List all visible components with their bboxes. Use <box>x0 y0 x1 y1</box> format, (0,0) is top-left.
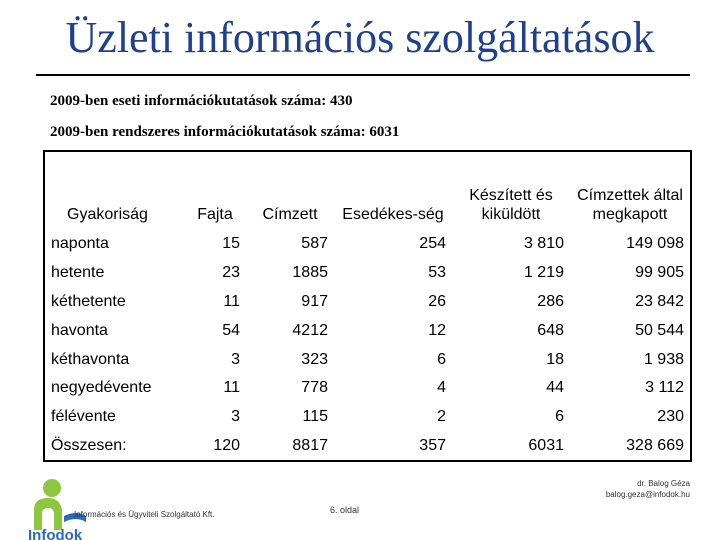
cell-due: 254 <box>419 235 446 253</box>
row-label: naponta <box>51 235 109 253</box>
company-name: Információs és Ügyviteli Szolgáltató Kft. <box>74 510 215 519</box>
table-row <box>44 259 691 288</box>
cell-type: 3 <box>231 408 240 426</box>
occasional-research-count: 2009-ben eseti információkutatások száma: 430 <box>50 93 353 109</box>
table-row <box>44 316 691 345</box>
cell-prepared-sent: 44 <box>546 379 564 397</box>
author-name: dr. Balog Géza <box>637 479 690 488</box>
table-row <box>44 288 691 317</box>
logo-text: Infodok <box>28 527 83 540</box>
header-recipient: Címzett <box>262 206 318 223</box>
total-recipient: 8817 <box>292 436 328 454</box>
regular-research-count: 2009-ben rendszeres információkutatások száma: 6031 <box>50 124 400 140</box>
author-info <box>606 478 690 500</box>
infodok-logo <box>24 470 106 540</box>
total-due: 357 <box>419 436 446 454</box>
frequency-table <box>43 150 692 462</box>
total-prepared-sent: 6031 <box>528 436 564 454</box>
cell-due: 4 <box>437 379 446 397</box>
row-label: hetente <box>51 264 105 282</box>
cell-recipient: 115 <box>302 408 328 426</box>
cell-type: 23 <box>222 264 240 282</box>
total-label: Összesen: <box>51 436 127 454</box>
row-label: kéthavonta <box>51 350 130 368</box>
cell-recipient: 917 <box>301 292 328 310</box>
table-row <box>44 374 691 403</box>
cell-prepared-sent: 286 <box>537 292 564 310</box>
cell-received: 3 112 <box>645 379 684 397</box>
author-email: balog.geza@infodok.hu <box>605 490 690 499</box>
cell-prepared-sent: 6 <box>555 408 564 426</box>
logo-head-shape <box>43 479 61 497</box>
cell-prepared-sent: 18 <box>546 350 564 368</box>
cell-recipient: 1885 <box>292 264 328 282</box>
table-row <box>44 345 691 374</box>
cell-type: 54 <box>222 321 240 339</box>
cell-due: 53 <box>428 264 446 282</box>
cell-due: 26 <box>428 292 446 310</box>
total-type: 120 <box>213 436 240 454</box>
logo-body-shape <box>34 498 62 530</box>
cell-prepared-sent: 3 810 <box>523 235 564 253</box>
cell-received: 1 938 <box>643 350 684 368</box>
cell-received: 99 905 <box>635 264 684 282</box>
cell-due: 6 <box>437 350 446 368</box>
cell-received: 50 544 <box>635 321 684 339</box>
cell-recipient: 323 <box>301 350 328 368</box>
header-received: Címzettek által megkapott <box>577 187 683 223</box>
cell-received: 23 842 <box>635 292 684 310</box>
cell-type: 11 <box>223 379 240 397</box>
row-label: havonta <box>51 321 108 339</box>
cell-recipient: 587 <box>301 235 328 253</box>
cell-prepared-sent: 1 219 <box>523 264 564 282</box>
row-label: kéthetente <box>51 292 126 310</box>
slide-title: Üzleti információs szolgáltatások <box>65 13 655 62</box>
cell-due: 12 <box>428 321 446 339</box>
header-prepared-sent: Készített és kiküldött <box>469 187 553 223</box>
cell-due: 2 <box>437 408 446 426</box>
cell-received: 149 098 <box>626 235 684 253</box>
header-type: Fajta <box>197 206 233 223</box>
cell-type: 15 <box>222 235 240 253</box>
cell-type: 11 <box>223 292 240 310</box>
row-label: félévente <box>51 408 116 426</box>
page-number: 6. oldal <box>330 505 360 515</box>
cell-received: 230 <box>657 408 684 426</box>
title-divider <box>36 74 690 76</box>
cell-recipient: 4212 <box>292 321 328 339</box>
total-received: 328 669 <box>626 436 684 454</box>
row-label: negyedévente <box>51 379 152 397</box>
table-row <box>44 230 691 259</box>
header-frequency: Gyakoriság <box>67 206 148 223</box>
cell-type: 3 <box>231 350 240 368</box>
table-total-row <box>44 432 691 462</box>
cell-prepared-sent: 648 <box>537 321 564 339</box>
table-row <box>44 403 691 432</box>
header-due: Esedékes-ség <box>342 206 444 223</box>
table-header-row <box>44 151 691 230</box>
cell-recipient: 778 <box>301 379 328 397</box>
